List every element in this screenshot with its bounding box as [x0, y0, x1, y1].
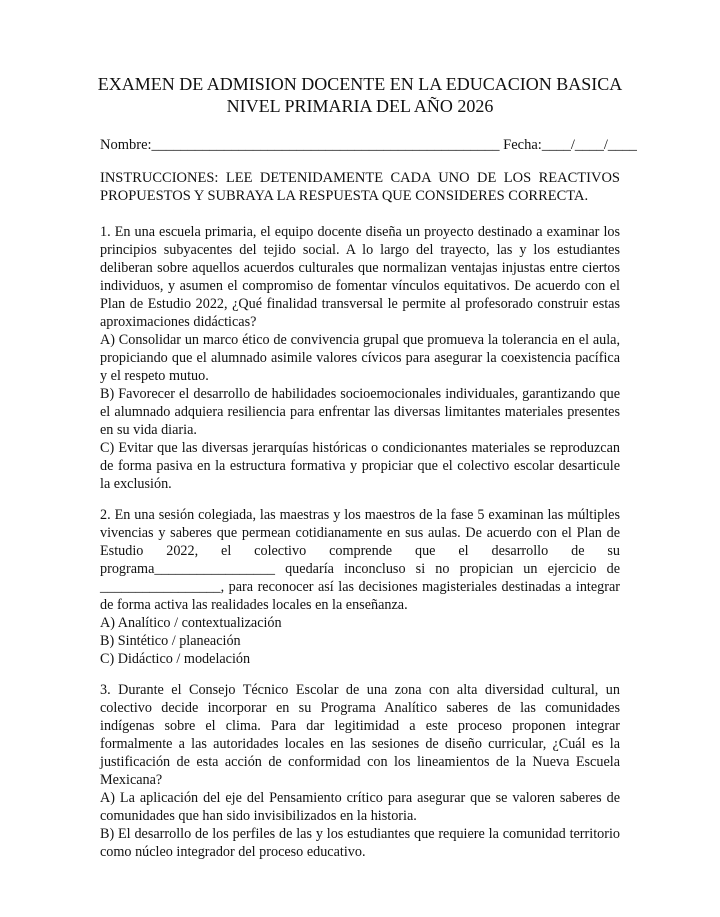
question-3: [100, 681, 620, 861]
answer-option-a[interactable]: A) Consolidar un marco ético de convivencia grupal que promueva la tolerancia en el aula, propiciando que el alumnado asimile valores cívicos para asegurar la coexistencia pacífica y el respeto mutuo.: [100, 332, 620, 384]
question-stem: 2. En una sesión colegiada, las maestras y los maestros de la fase 5 examinan las múltiples vivencias y saberes que permean cotidianamente en sus aulas. De acuerdo con el Plan de Estudio 2022, el colectivo comprende que el desarrollo de su programa_________________ quedaría inconcluso si no propician un ejercicio de _________________, para reconocer así las decisiones magisteriales destinadas a integrar de forma activa las realidades locales en la enseñanza.: [100, 507, 620, 613]
instructions: INSTRUCCIONES: LEE DETENIDAMENTE CADA UNO DE LOS REACTIVOS PROPUESTOS Y SUBRAYA LA RESPUESTA QUE CONSIDERES CORRECTA.: [100, 170, 620, 204]
answer-option-c[interactable]: C) Didáctico / modelación: [100, 651, 251, 667]
answer-option-a[interactable]: A) Analítico / contextualización: [100, 615, 282, 631]
question-stem: 1. En una escuela primaria, el equipo docente diseña un proyecto destinado a examinar los principios subyacentes del tejido social. A lo largo del trayecto, las y los estudiantes deliberan sobre aquellos acuerdos culturales que normalizan ventajas injustas entre ciertos individuos, y asumen el compromiso de fomentar vínculos equitativos. De acuerdo con el Plan de Estudio 2022, ¿Qué finalidad transversal le permite al profesorado construir estas aproximaciones didácticas?: [100, 224, 620, 330]
answer-option-b[interactable]: B) Sintético / planeación: [100, 633, 241, 649]
name-date-line: Nombre:________________________________________________ Fecha:____/____/____: [100, 137, 637, 153]
exam-title-line1: EXAMEN DE ADMISION DOCENTE EN LA EDUCACION BASICA: [97, 74, 623, 94]
exam-title-line2: NIVEL PRIMARIA DEL AÑO 2026: [226, 96, 494, 116]
answer-option-c[interactable]: C) Evitar que las diversas jerarquías históricas o condicionantes materiales se reproduzcan de forma pasiva en la estructura formativa y propiciar que el colectivo escolar desarticule la exclusión.: [100, 440, 620, 492]
question-1: [100, 223, 620, 493]
answer-option-b[interactable]: B) Favorecer el desarrollo de habilidades socioemocionales individuales, garantizando que el alumnado adquiera resiliencia para enfrentar las diversas limitantes materiales presentes en su vida diaria.: [100, 386, 620, 438]
answer-option-b[interactable]: B) El desarrollo de los perfiles de las y los estudiantes que requiere la comunidad territorio como núcleo integrador del proceso educativo.: [100, 826, 620, 860]
question-2: [100, 506, 620, 668]
question-stem: 3. Durante el Consejo Técnico Escolar de una zona con alta diversidad cultural, un colectivo decide incorporar en su Programa Analítico saberes de las comunidades indígenas sobre el clima. Para dar legitimidad a este proceso proponen integrar formalmente a las autoridades locales en las sesiones de diseño curricular, ¿Cuál es la justificación de esta acción de conformidad con los lineamientos de la Nueva Escuela Mexicana?: [100, 682, 620, 788]
answer-option-a[interactable]: A) La aplicación del eje del Pensamiento crítico para asegurar que se valoren saberes de comunidades que han sido invisibilizados en la historia.: [100, 790, 620, 824]
